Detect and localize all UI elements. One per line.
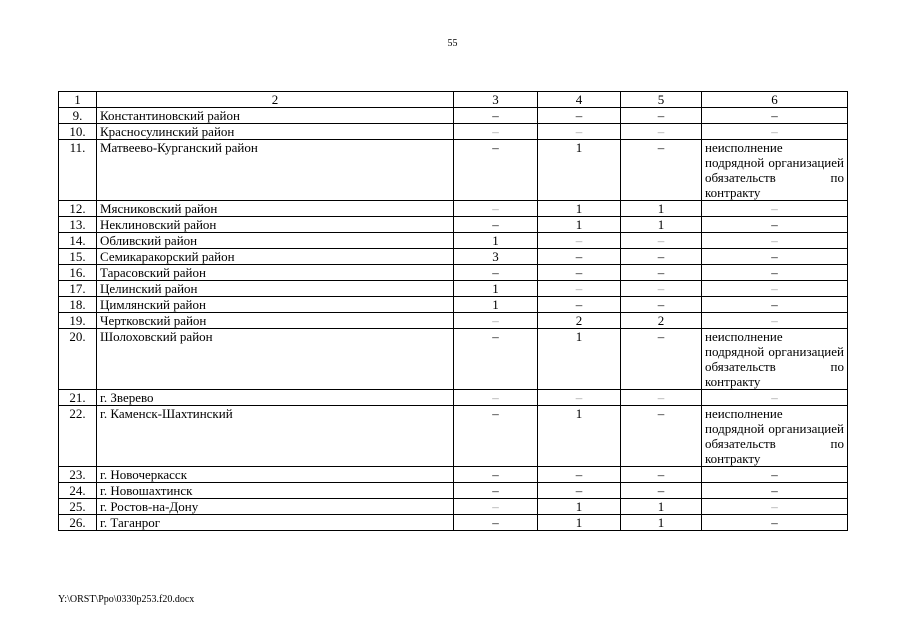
note-cell: –: [702, 124, 848, 140]
table-row: [59, 140, 848, 201]
data-table: [58, 91, 848, 531]
header-cell: 2: [97, 92, 454, 108]
col3-value-cell: –: [454, 499, 538, 515]
district-name-cell: г. Каменск-Шахтинский: [97, 406, 454, 467]
table-row: [59, 390, 848, 406]
note-cell: –: [702, 108, 848, 124]
district-name-cell: Тарасовский район: [97, 265, 454, 281]
col5-value-cell: –: [621, 265, 702, 281]
note-cell: неисполнение подрядной организацией обязательств по контракту: [702, 140, 848, 201]
col5-value-cell: –: [621, 249, 702, 265]
district-name-cell: Обливский район: [97, 233, 454, 249]
row-number-cell: 9.: [59, 108, 97, 124]
col4-value-cell: 1: [538, 329, 621, 390]
district-name-cell: г. Новошахтинск: [97, 483, 454, 499]
note-cell: –: [702, 281, 848, 297]
col4-value-cell: 1: [538, 406, 621, 467]
district-name-cell: Красносулинский район: [97, 124, 454, 140]
row-number-cell: 12.: [59, 201, 97, 217]
row-number-cell: 24.: [59, 483, 97, 499]
district-name-cell: Мясниковский район: [97, 201, 454, 217]
table-row: [59, 313, 848, 329]
col4-value-cell: 1: [538, 140, 621, 201]
col5-value-cell: 2: [621, 313, 702, 329]
note-cell: –: [702, 233, 848, 249]
col4-value-cell: –: [538, 265, 621, 281]
row-number-cell: 23.: [59, 467, 97, 483]
col3-value-cell: –: [454, 467, 538, 483]
table-row: [59, 265, 848, 281]
table-row: [59, 249, 848, 265]
note-cell: –: [702, 201, 848, 217]
col5-value-cell: –: [621, 329, 702, 390]
col5-value-cell: 1: [621, 515, 702, 531]
col3-value-cell: –: [454, 108, 538, 124]
col5-value-cell: –: [621, 406, 702, 467]
col5-value-cell: –: [621, 390, 702, 406]
note-cell: –: [702, 217, 848, 233]
district-name-cell: г. Новочеркасск: [97, 467, 454, 483]
col3-value-cell: –: [454, 217, 538, 233]
col3-value-cell: –: [454, 124, 538, 140]
district-name-cell: г. Таганрог: [97, 515, 454, 531]
district-name-cell: Целинский район: [97, 281, 454, 297]
col4-value-cell: –: [538, 124, 621, 140]
col3-value-cell: –: [454, 406, 538, 467]
col3-value-cell: 1: [454, 233, 538, 249]
district-name-cell: Чертковский район: [97, 313, 454, 329]
note-cell: –: [702, 297, 848, 313]
row-number-cell: 13.: [59, 217, 97, 233]
col4-value-cell: 1: [538, 499, 621, 515]
district-name-cell: г. Зверево: [97, 390, 454, 406]
note-cell: –: [702, 313, 848, 329]
table-row: [59, 483, 848, 499]
header-cell: 1: [59, 92, 97, 108]
table-row: [59, 467, 848, 483]
row-number-cell: 11.: [59, 140, 97, 201]
col4-value-cell: –: [538, 233, 621, 249]
row-number-cell: 26.: [59, 515, 97, 531]
district-name-cell: Неклиновский район: [97, 217, 454, 233]
footer-file-path: Y:\ORST\Ppo\0330p253.f20.docx: [58, 594, 195, 605]
col3-value-cell: –: [454, 329, 538, 390]
col5-value-cell: –: [621, 467, 702, 483]
row-number-cell: 15.: [59, 249, 97, 265]
header-cell: 6: [702, 92, 848, 108]
col3-value-cell: –: [454, 201, 538, 217]
col5-value-cell: –: [621, 233, 702, 249]
row-number-cell: 10.: [59, 124, 97, 140]
col3-value-cell: –: [454, 140, 538, 201]
district-name-cell: Константиновский район: [97, 108, 454, 124]
col4-value-cell: –: [538, 281, 621, 297]
col5-value-cell: –: [621, 108, 702, 124]
table-row: [59, 108, 848, 124]
col3-value-cell: –: [454, 390, 538, 406]
note-cell: –: [702, 249, 848, 265]
note-cell: неисполнение подрядной организацией обязательств по контракту: [702, 406, 848, 467]
district-name-cell: Шолоховский район: [97, 329, 454, 390]
col3-value-cell: 3: [454, 249, 538, 265]
district-name-cell: Семикаракорский район: [97, 249, 454, 265]
col5-value-cell: 1: [621, 217, 702, 233]
header-cell: 3: [454, 92, 538, 108]
row-number-cell: 16.: [59, 265, 97, 281]
col5-value-cell: –: [621, 140, 702, 201]
district-name-cell: Матвеево-Курганский район: [97, 140, 454, 201]
col4-value-cell: –: [538, 390, 621, 406]
col4-value-cell: –: [538, 467, 621, 483]
row-number-cell: 21.: [59, 390, 97, 406]
col4-value-cell: –: [538, 108, 621, 124]
table-row: [59, 217, 848, 233]
table-row: [59, 281, 848, 297]
table-row: [59, 124, 848, 140]
col5-value-cell: 1: [621, 201, 702, 217]
col5-value-cell: –: [621, 297, 702, 313]
note-cell: –: [702, 499, 848, 515]
table-row: [59, 329, 848, 390]
col3-value-cell: –: [454, 483, 538, 499]
col3-value-cell: –: [454, 265, 538, 281]
row-number-cell: 25.: [59, 499, 97, 515]
col4-value-cell: 1: [538, 515, 621, 531]
note-cell: неисполнение подрядной организацией обязательств по контракту: [702, 329, 848, 390]
note-cell: –: [702, 467, 848, 483]
col4-value-cell: –: [538, 297, 621, 313]
table-row: [59, 297, 848, 313]
table-row: [59, 233, 848, 249]
col5-value-cell: 1: [621, 499, 702, 515]
col4-value-cell: 2: [538, 313, 621, 329]
header-row: [59, 92, 848, 108]
row-number-cell: 17.: [59, 281, 97, 297]
table-row: [59, 201, 848, 217]
row-number-cell: 22.: [59, 406, 97, 467]
district-name-cell: Цимлянский район: [97, 297, 454, 313]
page-number: 55: [447, 38, 458, 49]
note-cell: –: [702, 265, 848, 281]
header-cell: 5: [621, 92, 702, 108]
row-number-cell: 18.: [59, 297, 97, 313]
row-number-cell: 14.: [59, 233, 97, 249]
table-row: [59, 406, 848, 467]
table-row: [59, 515, 848, 531]
col3-value-cell: 1: [454, 297, 538, 313]
col3-value-cell: –: [454, 313, 538, 329]
col4-value-cell: –: [538, 483, 621, 499]
row-number-cell: 19.: [59, 313, 97, 329]
row-number-cell: 20.: [59, 329, 97, 390]
col4-value-cell: 1: [538, 217, 621, 233]
note-cell: –: [702, 390, 848, 406]
table-row: [59, 499, 848, 515]
col4-value-cell: 1: [538, 201, 621, 217]
col4-value-cell: –: [538, 249, 621, 265]
col3-value-cell: 1: [454, 281, 538, 297]
col3-value-cell: –: [454, 515, 538, 531]
col5-value-cell: –: [621, 483, 702, 499]
note-cell: –: [702, 483, 848, 499]
header-cell: 4: [538, 92, 621, 108]
note-cell: –: [702, 515, 848, 531]
district-name-cell: г. Ростов-на-Дону: [97, 499, 454, 515]
col5-value-cell: –: [621, 124, 702, 140]
col5-value-cell: –: [621, 281, 702, 297]
